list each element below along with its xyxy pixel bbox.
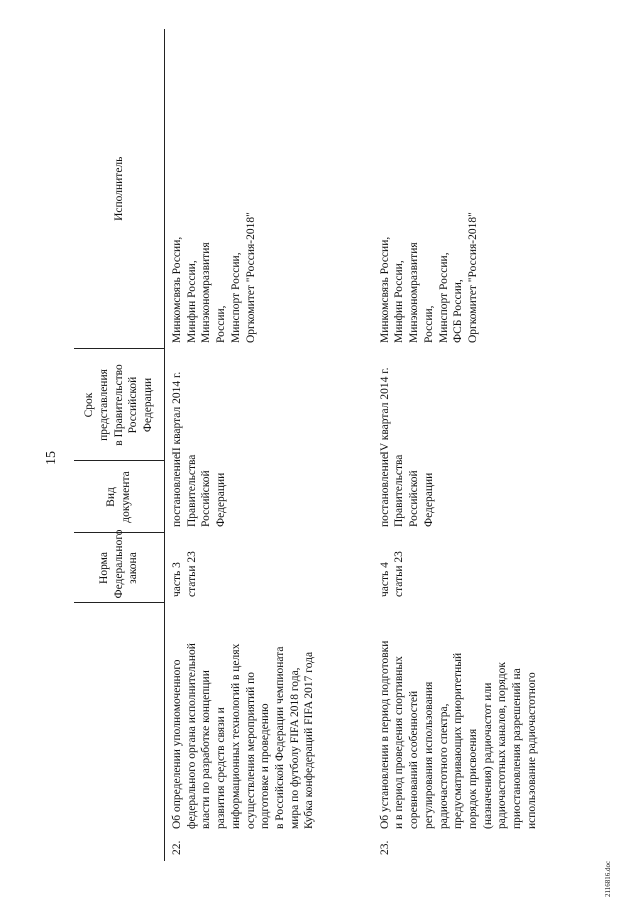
cell-deadline: IV квартал 2014 г. xyxy=(378,367,391,455)
cell-executor: Минкомсвязь России, Минфин России, Минэкономразвития России, Минспорт России, ФСБ России, Оргкомитет "Россия-2018" xyxy=(378,212,479,343)
table-header-row xyxy=(74,29,165,861)
cell-deadline: II квартал 2014 г. xyxy=(171,371,183,455)
cell-executor: Минкомсвязь России, Минфин России, Минэкономразвития России, Минспорт России, Оргкомитет "Россия-2018" xyxy=(171,212,257,343)
cell-norm: часть 4 статьи 23 xyxy=(378,551,406,597)
header-subject xyxy=(74,603,165,861)
row-number: 23. xyxy=(378,840,391,855)
header-doc-type: Вид документа xyxy=(74,461,165,533)
table-row xyxy=(165,29,373,861)
header-executor: Исполнитель xyxy=(74,29,165,349)
row-number: 22. xyxy=(171,840,183,855)
cell-doc-type: постановление Правительства Российской Федерации xyxy=(171,453,228,527)
cell-subject: 23. Об установлении в период подготовки и в период проведения спортивных соревнований особенностей регулирования использования радиочастотного спектра, предусматривающих приоритетный порядок присвоения (назначения) радиочастот или радиочастотных каналов, порядок приостановления разрешений на использование радиочастотного xyxy=(378,640,538,855)
cell-norm: часть 3 статьи 23 xyxy=(171,551,198,597)
requirements-table xyxy=(74,29,600,861)
document-code: 2116816.doc xyxy=(604,860,612,897)
cell-doc-type: постановление Правительства Российской Федерации xyxy=(378,453,435,527)
cell-subject: 22. Об определении уполномоченного федерального органа исполнительной власти по разработке концепции развития средств связи и информационных технологий в целях осуществления мероприятий по подготовке и проведению в Российской Федерации чемпионата мира по футболу FIFA 2018 года, Кубка конфедераций FIFA 2017 года xyxy=(171,643,316,855)
page-number: 15 xyxy=(44,451,59,465)
table-row xyxy=(373,29,600,861)
header-deadline: Срок представления в Правительство Российской Федерации xyxy=(74,349,165,461)
header-norm: Норма Федерального закона xyxy=(74,533,165,603)
